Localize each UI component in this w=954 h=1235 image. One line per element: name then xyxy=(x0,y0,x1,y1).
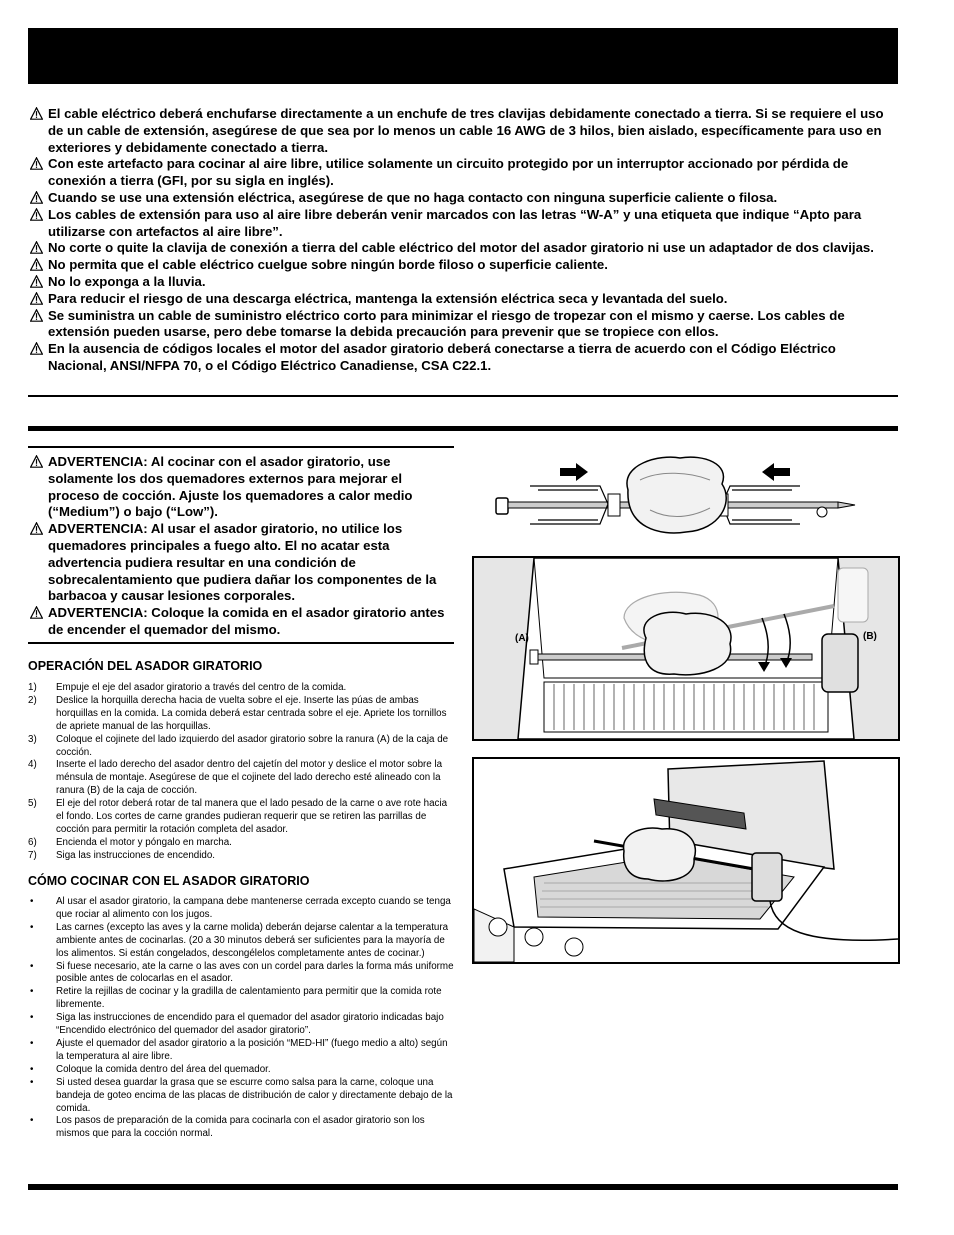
bullet: • xyxy=(30,896,34,907)
list-item xyxy=(28,961,454,987)
advertencia-text: ADVERTENCIA: Al cocinar con el asador giratorio, use solamente los dos quemadores externos para mejorar el proceso de cocción. Ajuste los quemadores a calor medio (“Medium”) o bajo (“Low”). xyxy=(48,454,413,520)
step-number: 6) xyxy=(28,836,37,848)
section-bar xyxy=(28,426,898,431)
step-text: Deslice la horquilla derecha hacia de vuelta sobre el eje. Inserte las púas de ambas horquillas en la comida. La comida deberá estar centrada sobre el eje. Apriete los tornillos de apriete manual de las horquillas. xyxy=(56,694,447,732)
warning-item xyxy=(30,190,898,207)
item-text: Ajuste el quemador del asador giratorio a la posición “MED-HI” (fuego medio a alto) según la temperatura al aire libre. xyxy=(56,1037,448,1062)
warning-triangle-icon xyxy=(30,107,43,120)
list-item xyxy=(28,1115,454,1141)
list-item xyxy=(28,896,454,922)
warning-triangle-icon xyxy=(30,309,43,322)
warning-text: En la ausencia de códigos locales el motor del asador giratorio deberá conectarse a tierra de acuerdo con el Código Eléctrico Nacional, ANSI/NFPA 70, o el Código Eléctrico Canadiense, CSA C22.1. xyxy=(48,341,836,373)
warning-text: No corte o quite la clavija de conexión a tierra del cable eléctrico del motor del asador giratorio ni use un adaptador de dos clavijas. xyxy=(48,240,874,256)
warning-text: Con este artefacto para cocinar al aire libre, utilice solamente un circuito protegido por un interruptor accionado por pérdida de conexión a tierra (GFI, por su sigla en inglés). xyxy=(48,156,849,189)
warning-item xyxy=(30,106,898,156)
bullet: • xyxy=(30,1115,34,1127)
warning-text: No permita que el cable eléctrico cuelgue sobre ningún borde filoso o superficie caliente. xyxy=(48,257,608,273)
slot-b-label: (B) xyxy=(863,631,877,642)
advertencia-bottom-rule xyxy=(28,642,454,644)
warning-item xyxy=(30,291,898,308)
list-item xyxy=(28,759,454,798)
list-item xyxy=(28,837,454,850)
warning-triangle-icon xyxy=(30,258,43,271)
list-item xyxy=(28,1038,454,1064)
step-number: 4) xyxy=(28,759,37,771)
step-number: 1) xyxy=(28,682,37,693)
step-number: 7) xyxy=(28,849,37,861)
bullet: • xyxy=(30,986,34,998)
item-text: Si fuese necesario, ate la carne o las aves con un cordel para darles la forma más uniforme posible antes de colocarlas en el asador. xyxy=(56,960,454,985)
bullet: • xyxy=(30,1037,34,1049)
warning-triangle-icon xyxy=(30,342,43,355)
item-text: Coloque la comida dentro del área del quemador. xyxy=(56,1063,271,1075)
bullet: • xyxy=(30,1012,34,1024)
bullet: • xyxy=(30,1076,34,1088)
step-number: 5) xyxy=(28,798,37,810)
header-bar xyxy=(28,28,898,84)
section-divider xyxy=(28,395,898,397)
operacion-steps xyxy=(28,682,454,863)
step-number: 3) xyxy=(28,733,37,745)
item-text: Retire la rejillas de cocinar y la gradilla de calentamiento para permitir que la comida rote libremente. xyxy=(56,986,442,1011)
warning-text: Cuando se use una extensión eléctrica, asegúrese de que no haga contacto con ninguna superficie caliente o filosa. xyxy=(48,189,778,205)
warning-triangle-icon xyxy=(30,292,43,305)
warning-item xyxy=(30,207,898,241)
rotisserie-install-figure xyxy=(472,556,900,741)
bullet: • xyxy=(30,1063,34,1075)
advertencia-item xyxy=(30,454,452,521)
warning-triangle-icon xyxy=(30,208,43,221)
warning-triangle-icon xyxy=(30,191,43,204)
step-text: Siga las instrucciones de encendido. xyxy=(56,849,216,861)
warning-text: Para reducir el riesgo de una descarga eléctrica, mantenga la extensión eléctrica seca y levantada del suelo. xyxy=(48,290,728,306)
slot-a-label: (A) xyxy=(515,633,529,644)
grill-overview-illustration xyxy=(474,759,898,962)
step-text: Encienda el motor y póngalo en marcha. xyxy=(56,836,232,848)
list-item xyxy=(28,734,454,760)
list-item xyxy=(28,850,454,863)
step-number: 2) xyxy=(28,694,37,706)
electrical-warnings xyxy=(30,106,898,375)
step-text: El eje del rotor deberá rotar de tal manera que el lado pesado de la carne o ave rote hacia el fondo. Los cortes de carne grandes pudieran requerir que se retiren las parrillas de cocción para permitir la rotación completa del asador. xyxy=(56,798,448,835)
warning-item xyxy=(30,308,898,342)
grill-interior-illustration xyxy=(474,558,898,739)
warning-item xyxy=(30,257,898,274)
item-text: Al usar el asador giratorio, la campana debe mantenerse cerrada excepto cuando se tenga que rociar al alimento con los jugos. xyxy=(56,896,451,920)
item-text: Los pasos de preparación de la comida para cocinarla con el asador giratorio son los mismos que para la cocción normal. xyxy=(56,1115,425,1140)
grill-overview-figure xyxy=(472,757,900,964)
warning-triangle-icon xyxy=(30,275,43,288)
list-item xyxy=(28,922,454,961)
advertencia-text: ADVERTENCIA: Coloque la comida en el asador giratorio antes de encender el quemador del mismo. xyxy=(48,605,445,637)
warning-item xyxy=(30,156,898,190)
advertencia-item xyxy=(30,521,452,605)
bullet: • xyxy=(30,960,34,972)
cocinar-list xyxy=(28,896,454,1141)
warning-triangle-icon xyxy=(30,606,43,619)
warning-triangle-icon xyxy=(30,455,43,468)
warning-triangle-icon xyxy=(30,241,43,254)
step-text: Inserte el lado derecho del asador dentro del cajetín del motor y deslice el motor sobre la ménsula de montaje. Asegúrese de que el cojinete del lado derecho esté alineado con la ranura (B) de la caja de cocción. xyxy=(56,759,443,797)
step-text: Coloque el cojinete del lado izquierdo del asador giratorio sobre la ranura (A) de la caja de cocción. xyxy=(56,733,449,758)
warning-text: Los cables de extensión para uso al aire libre deberán venir marcados con las letras “W-A” y una etiqueta que indique “Apto para utilizarse con artefactos al aire libre”. xyxy=(48,206,862,239)
list-item xyxy=(28,682,454,695)
cocinar-heading: CÓMO COCINAR CON EL ASADOR GIRATORIO xyxy=(28,874,310,888)
advertencia-text: ADVERTENCIA: Al usar el asador giratorio, no utilice los quemadores principales a fuego alto. El no acatar esta advertencia pudiera resultar en una condición de sobrecalentamiento que pudiera dañar los componentes de la barbacoa y causar lesiones corporales. xyxy=(48,521,437,604)
bullet: • xyxy=(30,921,34,933)
warning-item xyxy=(30,341,898,375)
warning-item xyxy=(30,274,898,291)
spit-illustration xyxy=(490,450,860,546)
list-item xyxy=(28,695,454,734)
advertencia-item xyxy=(30,605,452,639)
warning-item xyxy=(30,240,898,257)
warning-text: No lo exponga a la lluvia. xyxy=(48,273,206,289)
warning-text: El cable eléctrico deberá enchufarse directamente a un enchufe de tres clavijas debidamente conectado a tierra. Si se requiere el uso de un cable de extensión, asegúrese de que sea por lo menos un cable 16 AWG de 3 hilos, bien aislado, específicamente para uso en exteriores y debidamente conectado a tierra. xyxy=(48,106,884,155)
item-text: Si usted desea guardar la grasa que se escurre como salsa para la carne, coloque una bandeja de goteo encima de las placas de distribución de calor y directamente debajo de la comida. xyxy=(56,1076,453,1114)
operacion-heading: OPERACIÓN DEL ASADOR GIRATORIO xyxy=(28,659,263,673)
warning-triangle-icon xyxy=(30,157,43,170)
item-text: Siga las instrucciones de encendido para el quemador del asador giratorio indicadas bajo “Encendido electrónico del quemador del asador giratorio”. xyxy=(56,1012,444,1037)
advertencias-list xyxy=(30,454,452,639)
list-item xyxy=(28,798,454,837)
list-item xyxy=(28,986,454,1012)
advertencia-top-rule xyxy=(28,446,454,448)
warning-text: Se suministra un cable de suministro eléctrico corto para minimizar el riesgo de tropezar con el mismo y caerse. Los cables de extensión pueden usarse, pero debe tomarse la debida precaución para prevenir que se tropiece con ellos. xyxy=(48,307,845,340)
list-item xyxy=(28,1012,454,1038)
warning-triangle-icon xyxy=(30,522,43,535)
list-item xyxy=(28,1077,454,1116)
list-item xyxy=(28,1064,454,1077)
step-text: Empuje el eje del asador giratorio a través del centro de la comida. xyxy=(56,682,347,693)
rotisserie-spit-figure xyxy=(490,450,860,546)
item-text: Las carnes (excepto las aves y la carne molida) deberán dejarse calentar a la temperatura ambiente antes de cocinarlas. (20 a 30 minutos deberá ser suficientes para la mayoría de los alimentos. Si están congelados, descongélelos completamente antes de cocinar.) xyxy=(56,921,449,959)
page-bottom-bar xyxy=(28,1184,898,1190)
